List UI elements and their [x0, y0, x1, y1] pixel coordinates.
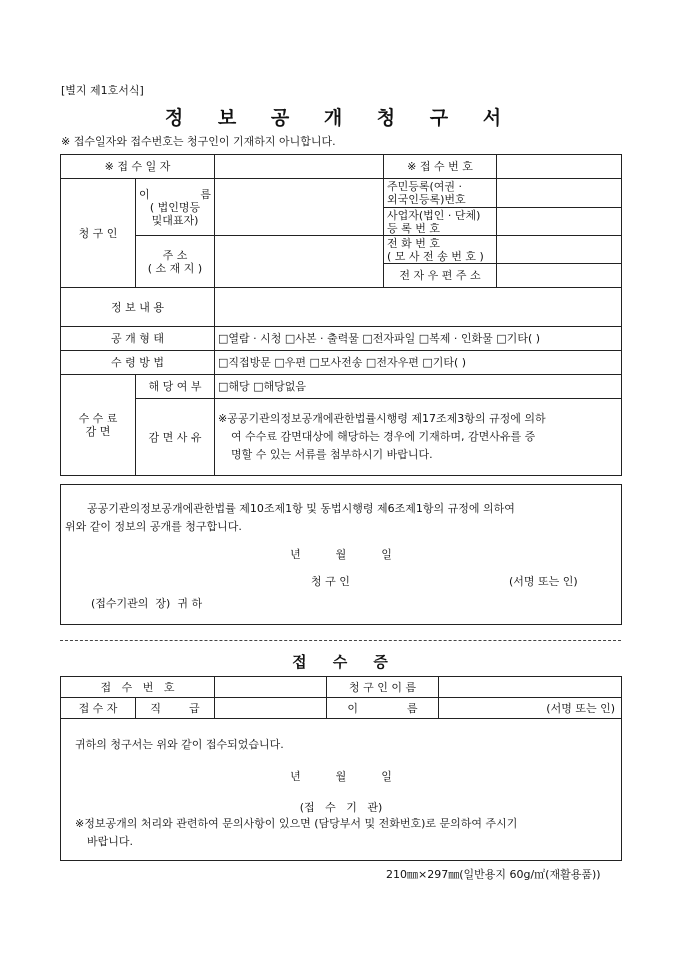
receipt-date-label: ※ 접 수 일 자: [61, 155, 215, 179]
email-field[interactable]: [497, 264, 622, 288]
receiver-label: 접 수 자: [61, 698, 136, 719]
business-number-field[interactable]: [497, 208, 622, 236]
disclosure-form-options[interactable]: □열람 · 시청 □사본 · 출력물 □전자파일 □복제 · 인화물 □기타( ): [215, 327, 622, 351]
fee-applicable-label: 해 당 여 부: [136, 375, 215, 399]
phone-label: [384, 236, 497, 264]
declaration-box: [60, 484, 622, 625]
rank-field[interactable]: [215, 698, 327, 719]
name-label-line2: ( 법인명등: [149, 200, 201, 214]
declaration-text-2: 위와 같이 정보의 공개를 청구합니다.: [65, 520, 242, 533]
name-field[interactable]: [215, 179, 384, 236]
rank-label: 직 급: [136, 698, 215, 719]
address-label: [136, 236, 215, 288]
declaration-date: 년 월 일: [290, 548, 392, 561]
declaration-claimant-label: 청 구 인: [311, 575, 350, 588]
claimant-name-label: 청 구 인 이 름: [327, 677, 439, 698]
fee-reason-line3: 명할 수 있는 서류를 첨부하시기 바랍니다.: [231, 448, 433, 461]
fee-label-line2: 감 면: [85, 425, 111, 438]
id-label-line2: 외국인등록)번호: [387, 193, 466, 206]
receipt-number-field-2[interactable]: [215, 677, 327, 698]
receipt-table: [60, 676, 622, 719]
fee-reason-line2: 여 수수료 감면대상에 해당하는 경우에 기재하며, 감면사유를 증: [231, 430, 536, 443]
receiver-signature[interactable]: (서명 또는 인): [439, 698, 622, 719]
form-title: 정 보 공 개 청 구 서: [164, 107, 516, 129]
phone-label-line2: ( 모 사 전 송 번 호 ): [387, 249, 484, 263]
business-number-label: [384, 208, 497, 236]
fee-reason-text[interactable]: [215, 399, 622, 476]
phone-label-line1: 전 화 번 호: [387, 236, 440, 250]
info-content-label: 정 보 내 용: [61, 288, 215, 327]
biz-label-line2: 등 록 번 호: [387, 221, 440, 235]
id-label-line1: 주민등록(여권 ·: [387, 180, 463, 193]
request-form-table: [60, 154, 622, 476]
fee-exemption-label: [61, 375, 136, 476]
receipt-note-2: 바랍니다.: [87, 835, 134, 848]
biz-label-line1: 사업자(법인 · 단체): [387, 208, 481, 222]
receipt-title: 접 수 증: [292, 653, 388, 671]
fee-label-line1: 수 수 료: [78, 412, 118, 425]
receipt-agency: (접 수 기 관): [299, 801, 383, 814]
receipt-number-field[interactable]: [497, 155, 622, 179]
receiver-name-label: 이 름: [327, 698, 439, 719]
receipt-date-field[interactable]: [215, 155, 384, 179]
addressee-line: (접수기관의 장) 귀 하: [91, 597, 203, 610]
receive-method-options[interactable]: □직접방문 □우편 □모사전송 □전자우편 □기타( ): [215, 351, 622, 375]
receipt-date: 년 월 일: [290, 770, 392, 783]
address-label-line1: 주 소: [162, 248, 188, 262]
fee-applicable-options[interactable]: □해당 □해당없음: [215, 375, 622, 399]
cut-line: [60, 640, 621, 641]
paper-size-note: 210㎜×297㎜(일반용지 60g/㎡(재활용품)): [386, 868, 601, 881]
email-label: 전 자 우 편 주 소: [384, 264, 497, 288]
receipt-number-label-2: 접 수 번 호: [61, 677, 215, 698]
fee-reason-line1: ※공공기관의정보공개에관한법률시행령 제17조제3항의 규정에 의하: [218, 412, 546, 425]
notice-text: ※ 접수일자와 접수번호는 청구인이 기재하지 아니합니다.: [61, 135, 336, 148]
address-field[interactable]: [215, 236, 384, 288]
fee-reason-label: 감 면 사 유: [136, 399, 215, 476]
claimant-name-field[interactable]: [439, 677, 622, 698]
receipt-body-box: [60, 718, 622, 861]
receipt-note-1: ※정보공개의 처리와 관련하여 문의사항이 있으면 (담당부서 및 전화번호)로 문의하여 주시기: [75, 817, 518, 830]
info-content-field[interactable]: [215, 288, 622, 327]
claimant-label: 청 구 인: [61, 179, 136, 288]
name-label-line3: 및대표자): [151, 213, 199, 227]
name-label-line1: 이 름: [139, 187, 211, 201]
form-reference: [별지 제1호서식]: [61, 84, 144, 97]
name-label: [136, 179, 215, 236]
id-number-label: [384, 179, 497, 208]
address-label-line2: ( 소 재 지 ): [147, 261, 203, 275]
receipt-confirm-text: 귀하의 청구서는 위와 같이 접수되었습니다.: [75, 738, 284, 751]
receipt-number-label: ※ 접 수 번 호: [384, 155, 497, 179]
declaration-text-1: 공공기관의정보공개에관한법률 제10조제1항 및 동법시행령 제6조제1항의 규정에 의하여: [87, 502, 515, 515]
declaration-signature: (서명 또는 인): [509, 575, 578, 588]
phone-field[interactable]: [497, 236, 622, 264]
disclosure-form-label: 공 개 형 태: [61, 327, 215, 351]
receive-method-label: 수 령 방 법: [61, 351, 215, 375]
id-number-field[interactable]: [497, 179, 622, 208]
